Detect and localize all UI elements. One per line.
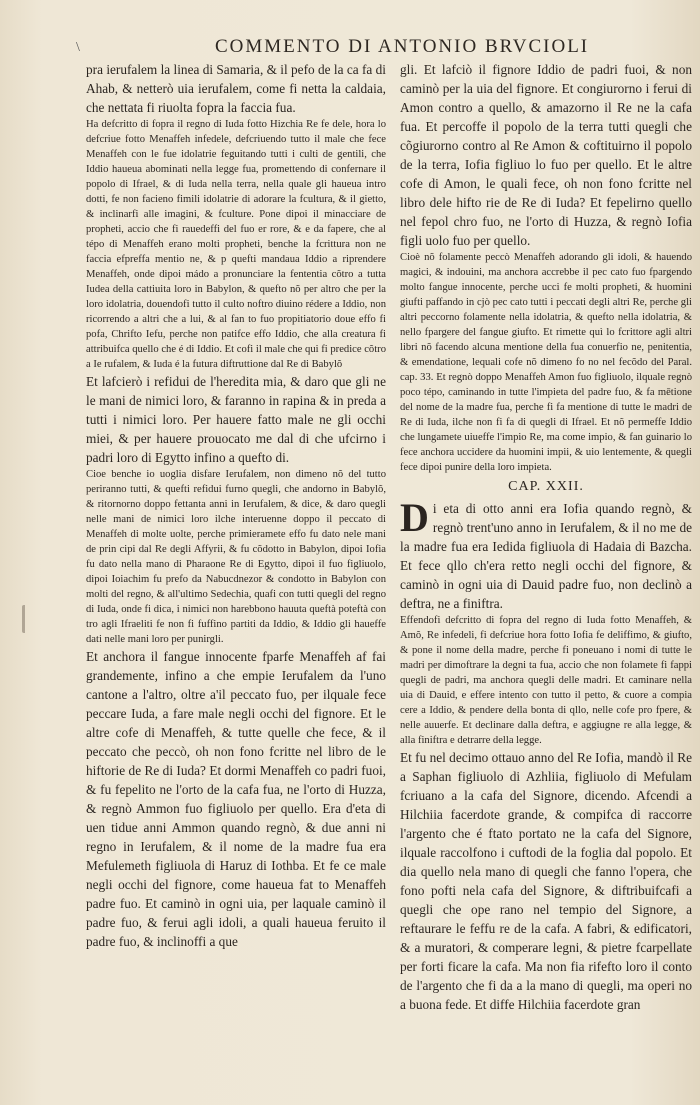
chapter-opening-paragraph — [400, 495, 692, 613]
left-column — [86, 60, 386, 1080]
commentary-paragraph-4: Effendofi defcritto di fopra del regno di Iuda fotto Menaffeh, & Amõ, Re infedeli, fi defcriue hora fotto Iofia fe deliffimo, & giufto, & pone il nome della madre, perche fi poneuano i nomi di tutte le madri per dimoftrare la degni ta fua, accio che non folamete fi fappi quegli de padri, ma anchora quegli delle madri. Et caminare nella uia di Dauid, e effere intento con tutto il petto, & cuore a compia cere a Iddio, & pendere della bonta di qllo, nelle cofe pro fpere, & nelle auuerfe. Et declinare dalla deftra, e aggiugne re alla legge, & alla finiftra e detrarre della legge. — [400, 615, 692, 746]
commentary-paragraph-1: Ha defcritto di fopra il regno di Iuda fotto Hizchia Re fe dele, hora lo defcriue fotto Menaffeh infedele, defcriuendo tutto il male che fece Menaffeh con le fue idolatrie feguitando tutti i culti de gentili, che Iddio haueua abominati nella legge fua, promettendo di confernare il popolo di Ifrael, & di Iuda nella terra, nella quale gli haueua intro dotti, fe non facieno fimili idolatrie di adorare la fcultura, & il gietto, & inclinarfi alle imagini, & fculture. Pone dipoi il minacciare de propheti, accio che fi rauedeffi del fuo er rore, & e da fapere, che al tépo di Menaffeh erano molti propheti, benche la fcrittura non ne faccia efpreffa mentio ne, & p quefti mandaua Iddio a riprendere Menaffeh, onde dipoi mádo a pronunciare la fententia cõtro a tutta Iudea della cattiuita loro in Babylon, & quefto nõ per altro che per la loro idolatria, douendofi tutto il culto noftro diuino rédere a Iddio, non ricorrendo a altri che a lui, & al fan to fuo propitiatorio doue effo fi pofa, Chrifto Iefu, perche non patifce effo Iddio, che alla creatura fi attribuifca quello che é di Iddio. Et cofi il male che qui fi predice cõtro a Ie rufalem, & Iuda é la futura diftruttione dal Re di Babylõ — [86, 119, 386, 370]
margin-mark: \ — [76, 40, 80, 55]
scripture-paragraph-3: Et anchora il fangue innocente fparfe Menaffeh af fai grandemente, infino a che empie Ierufalem da l'uno cantone a l'altro, oltre a'il peccato fuo, per ilquale fece peccare Iuda, a fare male negli occhi del fignore. Et le altre cofe di Menaffeh, & tutte quelle che fece, & il peccato che peccò, oh non fono fcritte nel libro de le hiftorie de Re di Iuda? Et dormi Menaffeh co padri fuoi, & fu fepelito ne l'orto de la cafa fua, ne l'orto di Huzza, & regnò Ammon fuo figliuolo per quello. Era d'eta di uen tidue anni Ammon quando regnò, & due anni ni regno in Ierufalem, & il nome de la madre fua era Mefulemeth figliuola di Haruz di Iothba. Et fe ce male negli occhi del fignore, come haueua fat to Menaffeh padre fuo. Et caminò in ogni uia, per laquale caminò il padre fuo, & ferui agli idoli, a quali haueua feruito il padre fuo, & inclinoffi a que — [86, 649, 386, 949]
chapter-heading: CAP. XXII. — [508, 479, 584, 494]
commentary-paragraph-2: Cioe benche io uoglia disfare Ierufalem, non dimeno nõ del tutto periranno tutti, & quefti refidui furno quegli, che andorno in Babylõ, & ritornorno doppo fettanta anni in Ierufalem, & dice, & daro quegli nelle mani de nimici loro ilche interuenne doppo il peccato di Menaffeh di molte uolte, perche primieramete effo fu dato nele mani de prin cipi dal Re degli Affyrii, & fu cõdotto in Babylon, dipoi Iofia fu dato nella mano di Pharaone Re di Egytto, dipoi il fuo figliuolo, dipoi Ioiachim fu prefo da Nabucdnezor & condotto in Babylon con molti del regno, & all'ultimo Sedechia, quafi con tutti quegli del regno di Iuda, onde fi dica, i nimici non harebbono hauuta queftà poteftà con tro agli Ifraeliti fe non fi fuffino partiti da Iddio, & Iddio gli haueffe dati nelle mani loro per punirgli. — [86, 469, 386, 645]
margin-pencil-mark — [22, 605, 39, 633]
running-head: COMMENTO DI ANTONIO BRVCIOLI — [215, 36, 590, 57]
scripture-paragraph-4: gli. Et lafciò il fignore Iddio de padri fuoi, & non caminò per la uia del fignore. Et congiurorno i ferui di Amon contro a quello, & amazorno il Re ne la cafa fua. Et percoffe il popolo de la terra tutti quegli che cõgiurorno contro al Re Amon & coftituirno il popolo de la terra, Iofia figliuo lo fuo per quello. Et le altre cofe di Amon, le quali fece, oh non fono fcritte nel libro dele hifto rie de Re di Iuda? Et fepelirno quello nel fepol chro fuo, ne l'orto di Huzza, & regnò Iofia figli uolo fuo per quello. — [400, 62, 692, 248]
commentary-paragraph-3: Cioè nõ folamente peccò Menaffeh adorando gli idoli, & hauendo magici, & indouini, ma anchora accrebbe il pec cato fuo fpargendo molto fangue innocente, perche ucci fe molti propheti, & huomini giufti paffando in cjò pec cato tutti i peccati degli altri Re, perche gli altri peccorno folamente nella idolatria, & quefto nella idolatria, & nello fpargere del fangue giufto. Et rimette quì lo fcrittore agli altri libri nõ facendo alcuna mentione della fua conuerfio ne, penitentia, & emendatione, lequali cofe nõ dimeno fo no nel fecõdo del Paral. cap. 33. Et regnò doppo Menaffeh Amon fuo figliuolo, ilquale regnò poco tépo, caminando in tutte l'impieta del padre fuo, & fa mētione del nome de la madre fua, perche fi fa mentione di tutte le madri de Re di Iuda, ilche non fi fa di quegli di Ifrael. Et nõ permeffe Iddio che lungamete uiueffe l'impio Re, ma come impio, & fan guinario lo fece anchora uccidere da huomini impii, & uio lentemente, & quegli fece dipoi punire della loro impieta. — [400, 252, 692, 473]
drop-initial: D — [400, 495, 429, 540]
scripture-paragraph-2: Et lafcierò i refidui de l'heredita mia, & daro que gli ne le mani de nimici loro, & faranno in rapina & in preda a tutti i nimici loro. Per hauere fatto male ne gli occhi miei, & per hauere prouocato me dal di che ufcirno i padri loro di Egytto infino a quefto di. — [86, 374, 386, 465]
right-column — [400, 60, 692, 1080]
scripture-paragraph-5: Et fu nel decimo ottauo anno del Re Iofia, mandò il Re a Saphan figliuolo di Azhliia, figliuolo di Mefulam fcriuano a la cafa del Signore, dicendo. Afcendi a Hilchiia facerdote grande, & compifca di raccorre l'argento che é ftato portato ne la cafa del Signore, ilquale raccolfono i cuftodi de la foglia dal popolo. Et dia quello nela mano di quegli che fanno l'opera, che fono pofti nela cafa del Signore, & diftribuifcafi a quegli che ope rano nel tempio del Signore, a reftaurare le feffu re de la cafa. A fabri, & edificatori, & a muratori, & comperare legni, & pietre fcarpellate per forti ficare la cafa. Ma non fia rifefto loro il conto de l'argento che fi da a la mano di quegli, ma operi no a buona fede. Et diffe Hilchiia facerdote gran — [400, 750, 692, 1012]
chapter-opening-text: i eta di otto anni era Iofia quando regnò, & regnò trent'uno anno in Ierufalem, & il no me de la madre fua era Iedida figliuola di Hadaia di Bazcha. Et fece qllo ch'era retto negli occhi del fignore, & caminò in ogni uia di Dauid padre fuo, non declinò a deftra, ne a finiftra. — [400, 501, 692, 611]
scripture-paragraph-1: pra ierufalem la linea di Samaria, & il pefo de la ca fa di Ahab, & netterò uia ierufalem, come fi netta la caldaia, che nettata fi riuolta fopra la faccia fua. — [86, 62, 386, 115]
